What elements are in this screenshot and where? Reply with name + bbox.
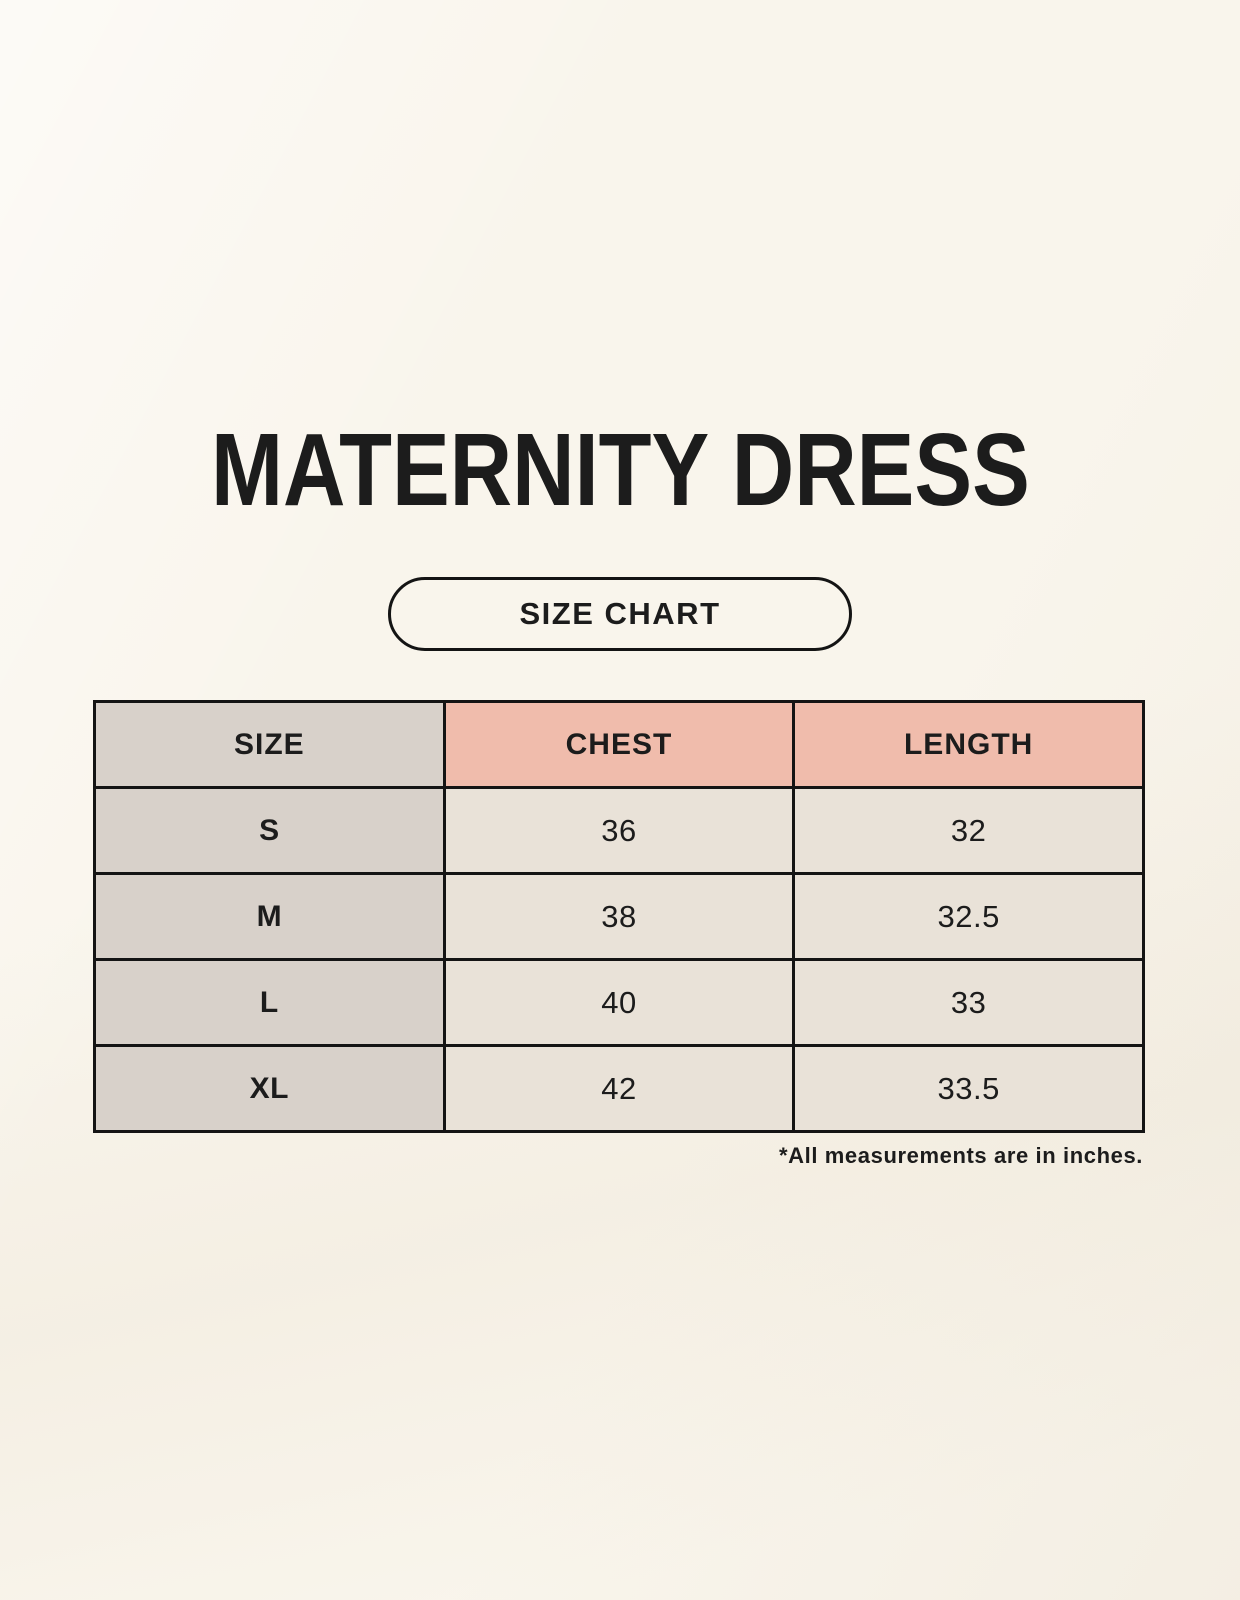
row-s-chest-value: 36 [446, 789, 793, 872]
row-l-chest-value: 40 [446, 961, 793, 1044]
row-m-length-value: 32.5 [795, 875, 1142, 958]
measurements-footnote: *All measurements are in inches. [778, 1143, 1143, 1168]
size-chart-table [93, 700, 1145, 1133]
row-l-size-label: L [96, 961, 443, 1044]
column-header-size: SIZE [96, 703, 443, 786]
row-xl-length-value: 33.5 [795, 1047, 1142, 1130]
page-title [0, 412, 1240, 527]
row-s-length-value: 32 [795, 789, 1142, 872]
row-m-size-label: M [96, 875, 443, 958]
row-m-chest-value: 38 [446, 875, 793, 958]
size-chart-badge-label: SIZE CHART [519, 596, 721, 631]
row-l-length-value: 33 [795, 961, 1142, 1044]
column-header-chest: CHEST [446, 703, 793, 786]
column-header-length: LENGTH [795, 703, 1142, 786]
row-xl-size-label: XL [96, 1047, 443, 1130]
row-s-size-label: S [96, 789, 443, 872]
row-xl-chest-value: 42 [446, 1047, 793, 1130]
size-chart-badge [388, 577, 852, 651]
page-title-text: MATERNITY DRESS [210, 412, 1030, 527]
